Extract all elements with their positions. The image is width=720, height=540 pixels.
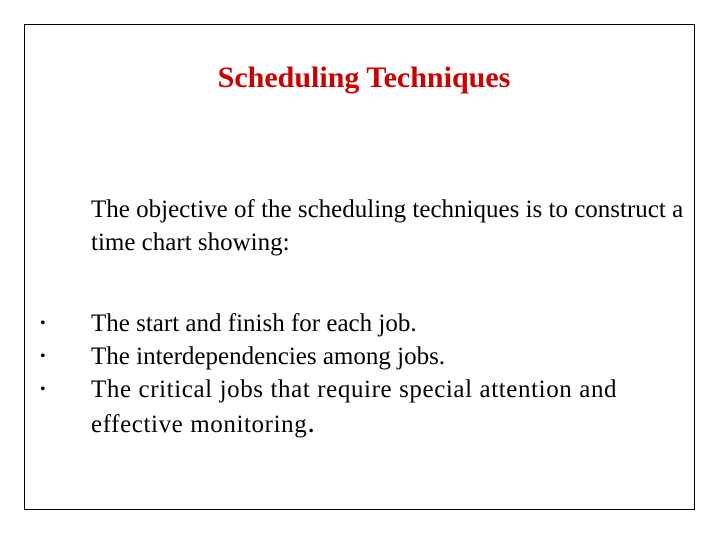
bullet-text: The start and finish for each job. — [91, 310, 417, 337]
bullet-item-interdependencies — [40, 340, 680, 373]
bullet-marker: • — [40, 315, 46, 332]
bullet-end-punctuation: . — [307, 406, 315, 439]
bullet-marker: • — [40, 381, 46, 398]
bullet-text: The critical jobs that require special attention and effective monitoring — [91, 376, 618, 438]
slide-title-text: Scheduling Techniques — [217, 61, 511, 94]
bullet-list — [40, 307, 680, 441]
bullet-item-start-finish — [40, 307, 680, 340]
intro-paragraph: The objective of the scheduling techniques is to construct a time chart showing: — [91, 196, 684, 256]
bullet-marker: • — [40, 348, 46, 365]
bullet-item-critical-jobs — [40, 373, 680, 441]
slide-title — [0, 58, 720, 98]
bullet-text: The interdependencies among jobs. — [91, 343, 446, 370]
